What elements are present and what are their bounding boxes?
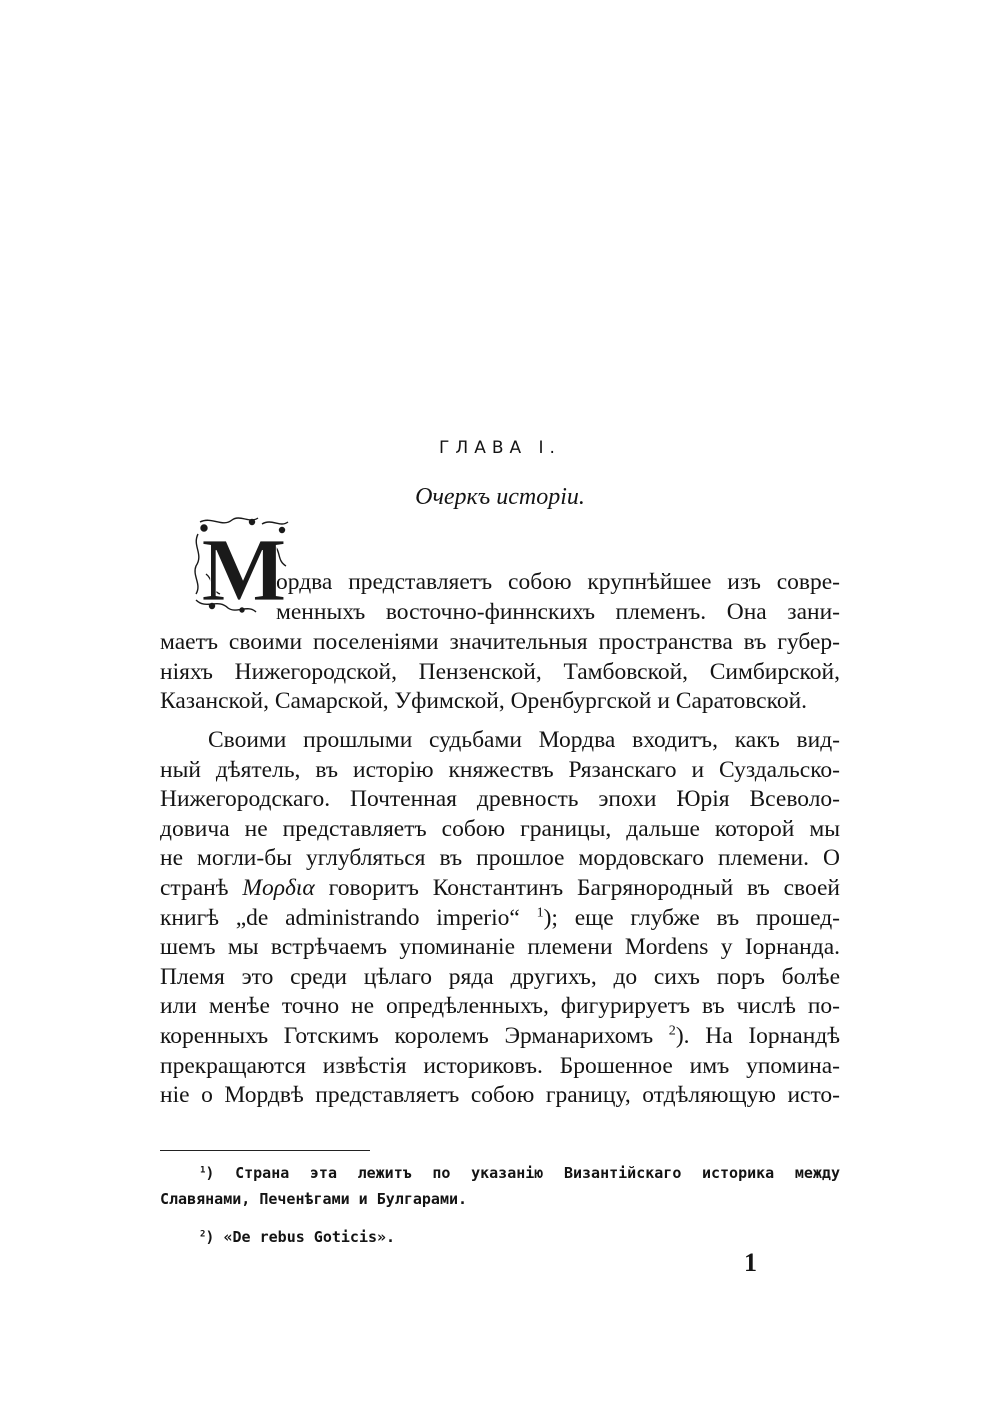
text-line: маетъ своими поселеніями значительныя пространства въ губер- bbox=[160, 629, 840, 655]
footnote-divider bbox=[160, 1150, 370, 1151]
footnote-ref: 2 bbox=[668, 1022, 676, 1039]
footnote-1-continued: Славянами, Печенѣгами и Булгарами. bbox=[160, 1190, 468, 1208]
text-line: ный дѣятель, въ исторію княжествъ Рязанскаго и Суздальско- bbox=[160, 756, 840, 783]
text-line: или менѣе точно не опредѣленныхъ, фигурируетъ въ числѣ по- bbox=[160, 993, 840, 1020]
text-line: Нижегородскаго. Почтенная древность эпохи Юрія Всеволо- bbox=[160, 786, 840, 813]
text-line bbox=[160, 904, 840, 934]
text-line: довича не представляетъ собою границы, дальше которой мы bbox=[160, 815, 840, 842]
text-line: Казанской, Самарской, Уфимской, Оренбургской и Саратовской. bbox=[160, 688, 808, 715]
text-fragment: ); еще глубже въ прошед- bbox=[543, 904, 840, 931]
footnote-number: 2 bbox=[200, 1229, 206, 1240]
paragraph-1-opening bbox=[276, 568, 840, 627]
footnote-text: ) Страна эта лежитъ по указанію Византійскаго историка между bbox=[205, 1164, 840, 1182]
text-fragment: коренныхъ Готскимъ королемъ Эрманарихомъ bbox=[160, 1022, 669, 1049]
text-fragment: книгѣ „de administrando imperio“ bbox=[160, 904, 537, 931]
paragraph-2 bbox=[160, 726, 840, 1111]
footnote-ref: 1 bbox=[536, 904, 544, 921]
text-line: прекращаются извѣстія историковъ. Брошенное имъ упомина- bbox=[160, 1052, 840, 1079]
text-fragment: странѣ bbox=[160, 874, 243, 901]
text-fragment: говоритъ Константинъ Багрянородный въ своей bbox=[314, 874, 840, 901]
text-line: шемъ мы встрѣчаемъ упоминаніе племени Mordens у Іорнанда. bbox=[160, 934, 840, 961]
footnote-2 bbox=[160, 1224, 840, 1250]
chapter-title: Очеркъ исторіи. bbox=[415, 484, 585, 510]
footnote-1 bbox=[160, 1160, 840, 1186]
text-line: не могли-бы углубляться въ прошлое мордовскаго племени. О bbox=[160, 845, 840, 872]
text-line: ніяхъ Нижегородской, Пензенской, Тамбовской, Симбирской, bbox=[160, 658, 840, 685]
text-line: ордва представляетъ собою крупнѣйшее изъ совре- bbox=[276, 569, 840, 595]
text-line: Своими прошлыми судьбами Мордва входитъ, какъ вид- bbox=[208, 727, 840, 753]
page-number: 1 bbox=[744, 1248, 757, 1277]
text-line: ніе о Мордвѣ представляетъ собою границу, отдѣляющую исто- bbox=[160, 1082, 840, 1109]
paragraph-1 bbox=[160, 628, 840, 717]
text-line: менныхъ восточно-финнскихъ племенъ. Она зани- bbox=[276, 598, 840, 625]
text-line bbox=[160, 1022, 840, 1052]
footnote-number: 1 bbox=[200, 1165, 206, 1176]
chapter-label: ГЛАВА I. bbox=[439, 438, 561, 458]
footnote-text: ) «De rebus Goticis». bbox=[205, 1228, 396, 1246]
text-line bbox=[160, 874, 840, 904]
text-line: Племя это среди цѣлаго ряда другихъ, до сихъ поръ болѣе bbox=[160, 963, 840, 990]
footnotes bbox=[160, 1160, 840, 1250]
text-fragment: ). На Іорнандѣ bbox=[675, 1022, 840, 1049]
greek-word: Μορδια bbox=[242, 874, 315, 901]
drop-cap-letter: М bbox=[201, 521, 287, 616]
